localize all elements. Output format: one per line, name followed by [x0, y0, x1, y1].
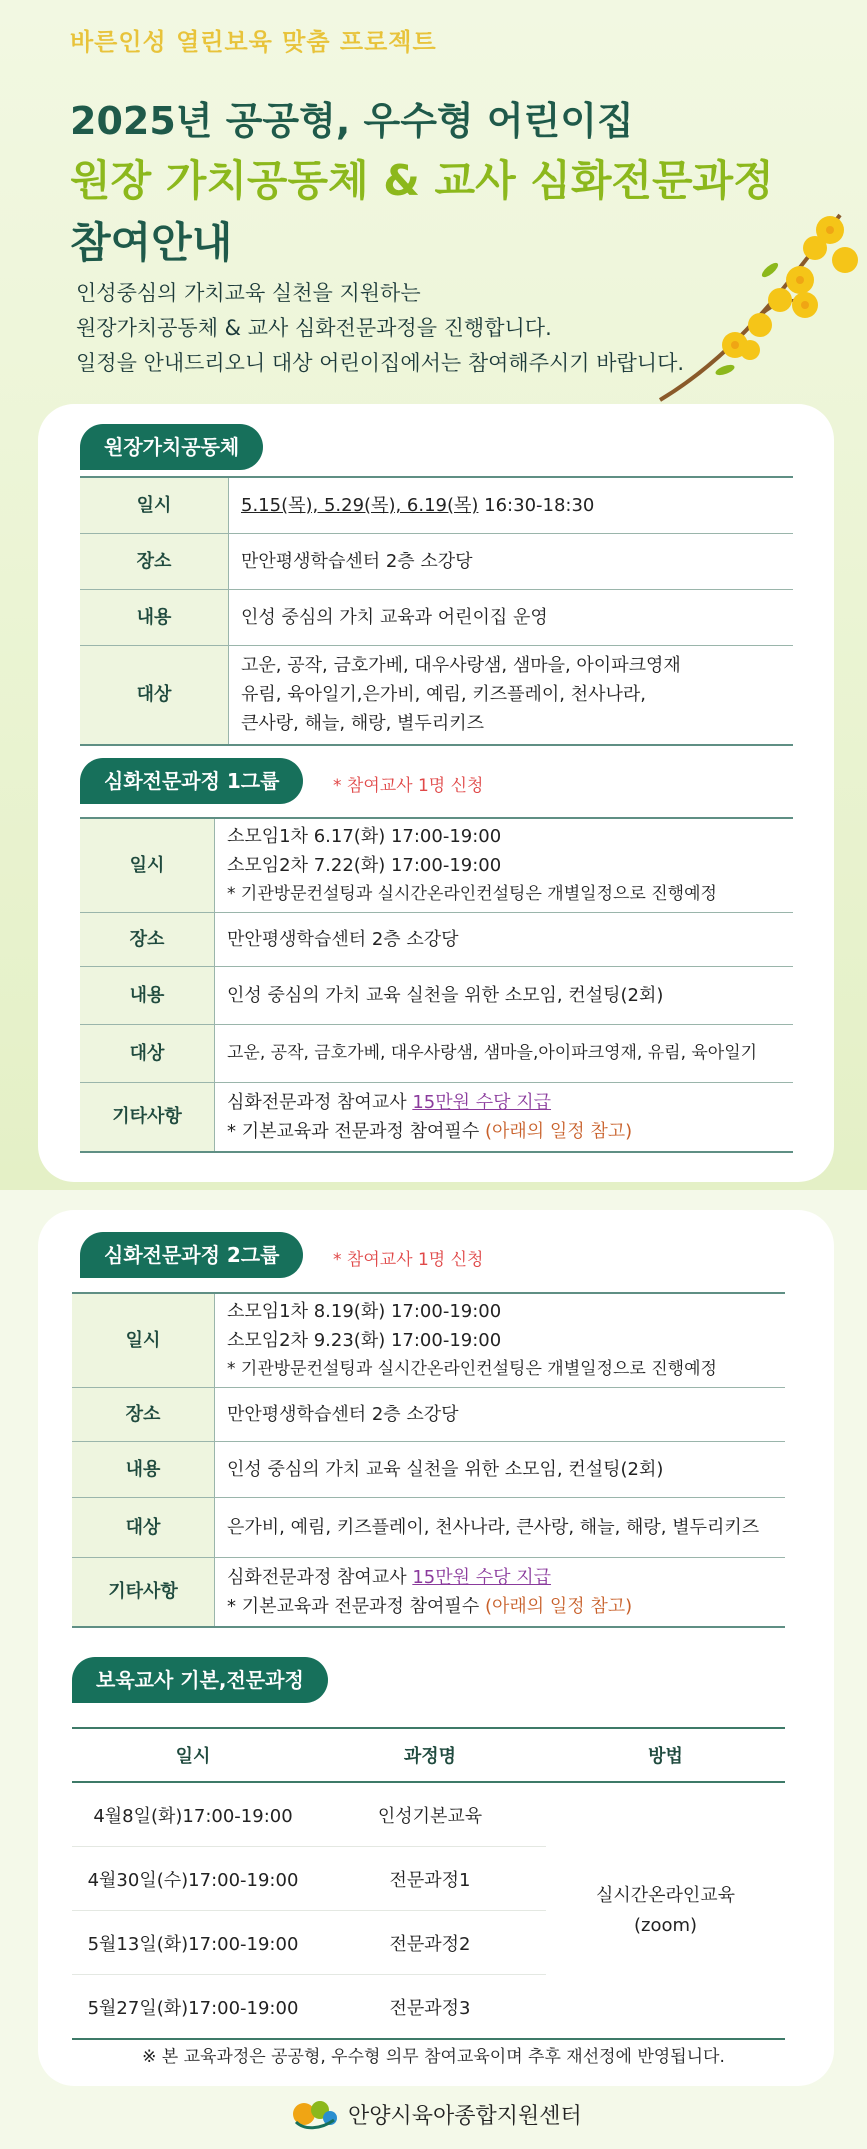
row-label: 내용 [80, 589, 229, 645]
table-row [80, 912, 793, 966]
row-label: 대상 [80, 1024, 215, 1082]
row-label: 장소 [80, 533, 229, 589]
allowance-highlight: 15만원 수당 지급 [412, 1091, 552, 1113]
group1-note: * 참여교사 1명 신청 [333, 776, 484, 796]
etc-line2: * 기본교육과 전문과정 참여필수 [227, 1595, 485, 1617]
table-row [72, 1497, 785, 1557]
advanced-group1-table [80, 817, 793, 1153]
course-name: 인성기본교육 [314, 1782, 546, 1847]
target-line: 고운, 공작, 금호가베, 대우사랑샘, 샘마을, 아이파크영재 [241, 655, 681, 677]
table-row [72, 1557, 785, 1627]
etc-value [215, 1082, 794, 1152]
table-header-row [72, 1728, 785, 1782]
forsythia-flower-icon [640, 200, 860, 420]
table-row [80, 1082, 793, 1152]
table-row [72, 1782, 785, 1847]
teacher-courses-table [72, 1727, 785, 2040]
place-value: 만안평생학습센터 2층 소강당 [229, 533, 794, 589]
table-row [72, 1293, 785, 1387]
etc-line [227, 1117, 781, 1146]
column-header: 과정명 [314, 1728, 546, 1782]
course-name: 전문과정1 [314, 1847, 546, 1911]
date-value [229, 477, 794, 533]
course-date: 4월30일(수)17:00-19:00 [72, 1847, 314, 1911]
table-row [72, 1441, 785, 1497]
table-row [80, 645, 793, 745]
row-label: 내용 [72, 1441, 215, 1497]
footer [290, 2094, 582, 2134]
date-time: 16:30-18:30 [478, 494, 595, 516]
director-community-table [80, 476, 793, 746]
table-row [72, 1387, 785, 1441]
row-label: 기타사항 [80, 1082, 215, 1152]
row-label: 일시 [72, 1293, 215, 1387]
course-method [546, 1782, 785, 2039]
etc-line2: * 기본교육과 전문과정 참여필수 [227, 1120, 485, 1142]
date-underlined: 5.15(목), 5.29(목), 6.19(목) [241, 494, 479, 516]
course-name: 전문과정2 [314, 1911, 546, 1975]
place-value: 만안평생학습센터 2층 소강당 [215, 912, 794, 966]
target-line: 큰사랑, 해늘, 해랑, 별두리키즈 [241, 713, 484, 735]
schedule-reference: (아래의 일정 참고) [484, 1595, 633, 1617]
section-title-advanced-group1: 심화전문과정 1그룹 [80, 758, 303, 804]
row-label: 내용 [80, 966, 215, 1024]
allowance-highlight: 15만원 수당 지급 [412, 1566, 552, 1588]
etc-line [227, 1088, 781, 1117]
row-label: 장소 [72, 1387, 215, 1441]
target-value [229, 645, 794, 745]
place-value: 만안평생학습센터 2층 소강당 [215, 1387, 786, 1441]
target-value: 고운, 공작, 금호가베, 대우사랑샘, 샘마을,아이파크영재, 유림, 육아일기 [215, 1024, 794, 1082]
method-line: (zoom) [633, 1914, 698, 1936]
date-line: 소모임1차 6.17(화) 17:00-19:00 [227, 825, 502, 847]
date-line: 소모임2차 9.23(화) 17:00-19:00 [227, 1329, 502, 1351]
project-tag: 바른인성 열린보육 맞춤 프로젝트 [70, 28, 437, 56]
headline-guide: 참여안내 [70, 218, 233, 267]
section-title-director-community: 원장가치공동체 [80, 424, 263, 470]
schedule-reference: (아래의 일정 참고) [484, 1120, 633, 1142]
headline-program: 원장 가치공동체 & 교사 심화전문과정 [70, 156, 774, 205]
table-row [80, 818, 793, 912]
content-value: 인성 중심의 가치 교육 실천을 위한 소모임, 컨설팅(2회) [215, 966, 794, 1024]
row-label: 대상 [80, 645, 229, 745]
center-name: 안양시육아종합지원센터 [348, 2103, 582, 2129]
target-line: 유림, 육아일기,은가비, 예림, 키즈플레이, 천사나라, [241, 684, 646, 706]
date-line: 소모임2차 7.22(화) 17:00-19:00 [227, 854, 502, 876]
column-header: 방법 [546, 1728, 785, 1782]
etc-value [215, 1557, 786, 1627]
date-line: * 기관방문컨설팅과 실시간온라인컨설팅은 개별일정으로 진행예정 [227, 1358, 717, 1379]
footnote: ※ 본 교육과정은 공공형, 우수형 의무 참여교육이며 추후 재선정에 반영됩니다. [142, 2047, 725, 2067]
course-date: 5월27일(화)17:00-19:00 [72, 1975, 314, 2040]
intro-line: 인성중심의 가치교육 실천을 지원하는 [76, 281, 421, 305]
course-name: 전문과정3 [314, 1975, 546, 2040]
content-value: 인성 중심의 가치 교육과 어린이집 운영 [229, 589, 794, 645]
date-line: 소모임1차 8.19(화) 17:00-19:00 [227, 1300, 502, 1322]
date-value [215, 1293, 786, 1387]
method-line: 실시간온라인교육 [595, 1884, 736, 1906]
section-title-teacher-courses: 보육교사 기본,전문과정 [72, 1657, 328, 1703]
row-label: 기타사항 [72, 1557, 215, 1627]
etc-line [227, 1592, 773, 1621]
etc-prefix: 심화전문과정 참여교사 [227, 1091, 413, 1113]
row-label: 일시 [80, 818, 215, 912]
section-title-advanced-group2: 심화전문과정 2그룹 [80, 1232, 303, 1278]
table-row [80, 533, 793, 589]
table-row [80, 966, 793, 1024]
course-date: 5월13일(화)17:00-19:00 [72, 1911, 314, 1975]
row-label: 대상 [72, 1497, 215, 1557]
table-row [80, 477, 793, 533]
date-value [215, 818, 794, 912]
table-row [80, 589, 793, 645]
headline-year: 2025년 공공형, 우수형 어린이집 [70, 99, 634, 143]
content-value: 인성 중심의 가치 교육 실천을 위한 소모임, 컨설팅(2회) [215, 1441, 786, 1497]
center-logo-icon [290, 2096, 340, 2132]
advanced-group2-table [72, 1292, 785, 1628]
intro-line: 일정을 안내드리오니 대상 어린이집에서는 참여해주시기 바랍니다. [76, 351, 685, 375]
group2-note: * 참여교사 1명 신청 [333, 1250, 484, 1270]
target-value: 은가비, 예림, 키즈플레이, 천사나라, 큰사랑, 해늘, 해랑, 별두리키즈 [215, 1497, 786, 1557]
row-label: 장소 [80, 912, 215, 966]
course-date: 4월8일(화)17:00-19:00 [72, 1782, 314, 1847]
etc-line [227, 1563, 773, 1592]
etc-prefix: 심화전문과정 참여교사 [227, 1566, 413, 1588]
column-header: 일시 [72, 1728, 314, 1782]
row-label: 일시 [80, 477, 229, 533]
intro-line: 원장가치공동체 & 교사 심화전문과정을 진행합니다. [76, 316, 552, 340]
table-row [80, 1024, 793, 1082]
date-line: * 기관방문컨설팅과 실시간온라인컨설팅은 개별일정으로 진행예정 [227, 883, 717, 904]
intro-text [76, 276, 684, 381]
